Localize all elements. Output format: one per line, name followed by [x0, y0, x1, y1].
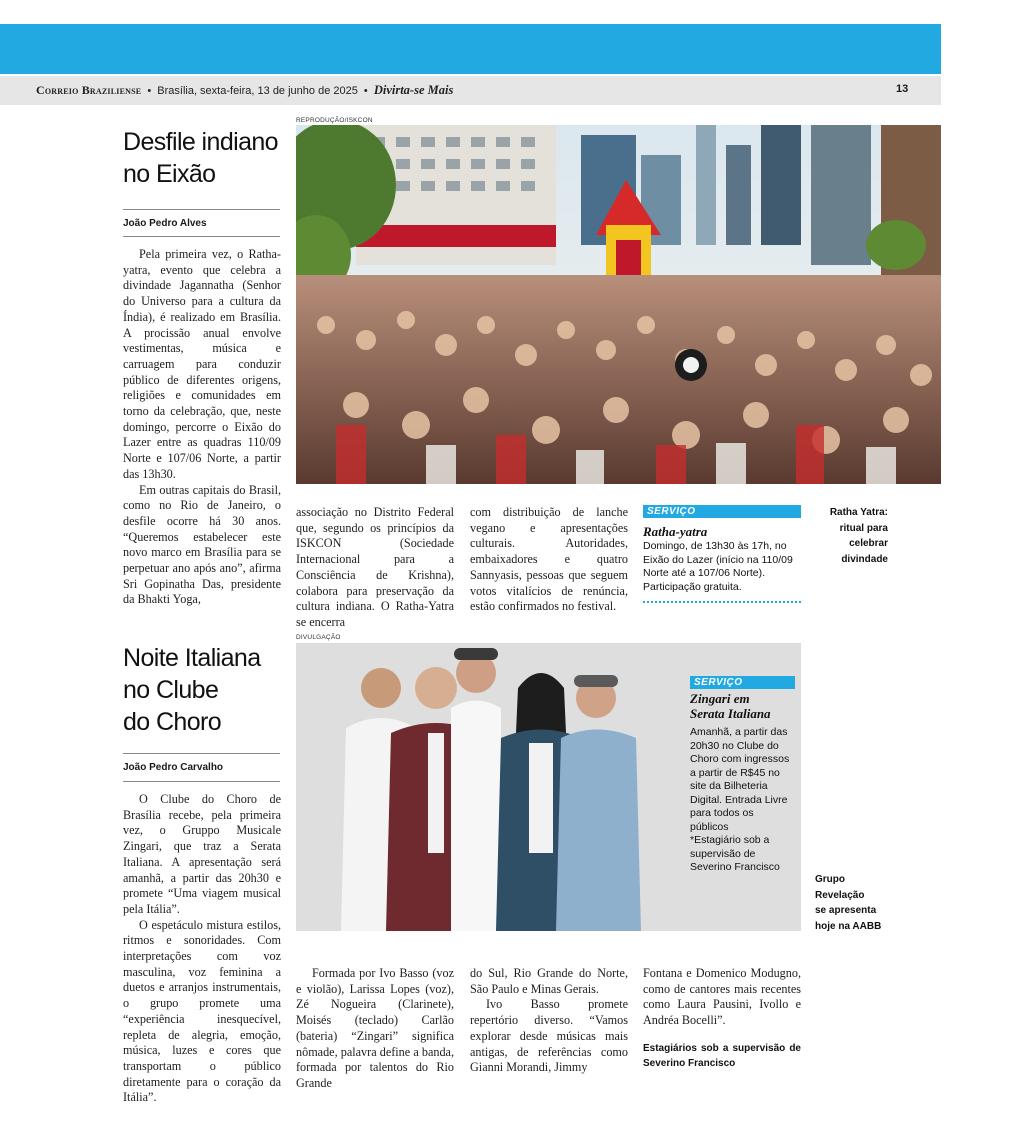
- article2-byline: João Pedro Carvalho: [123, 762, 224, 773]
- article2-headline: [123, 642, 293, 738]
- byline-rule: [123, 236, 280, 237]
- service-title: Ratha-yatra: [643, 524, 708, 539]
- paragraph: Pela primeira vez, o Ratha-yatra, evento que celebra a divindade Jagannatha (Senhor do Universo para a cultura da Índia), é realizado em Brasília. A procissão anual envolve vestimentas, música e carruagem para conduzir público de diferentes origens, religiões e comunidades em torno da celebração, que, neste domingo, percorre o Eixão do Lazer entre as quadras 110/09 Norte e 107/06 Norte, a partir das 13h30.: [123, 247, 281, 481]
- article1-headline: [123, 126, 293, 190]
- photo-caption-ratha: [816, 505, 888, 567]
- service-badge: SERVIÇO: [643, 505, 801, 518]
- service-title: [690, 691, 795, 721]
- article2-column-3: [470, 966, 628, 1076]
- caption-line: se apresenta: [815, 905, 877, 916]
- caption-line: celebrar: [849, 538, 888, 549]
- zingari-band-photo: [296, 643, 801, 931]
- service-badge: SERVIÇO: [690, 676, 795, 689]
- headline-line: do Choro: [123, 708, 222, 736]
- caption-line: hoje na AABB: [815, 920, 882, 932]
- headline-line: Noite Italiana: [123, 644, 261, 672]
- paragraph: Em outras capitais do Brasil, como no Rio de Janeiro, o desfile ocorre há 30 anos. “Queremos estabelecer este novo marco em Brasília para se perpetuar ano após ano”, afirma Sri Gopinatha Das, presidente da Bhakti Yoga,: [123, 482, 281, 607]
- caption-line: Revelação: [815, 889, 865, 901]
- article2-column-1: [123, 792, 281, 1106]
- caption-line: Ratha Yatra:: [829, 507, 888, 518]
- newspaper-name: Correio Braziliense: [36, 83, 142, 97]
- header-bullet-2: •: [363, 85, 368, 97]
- service-box-ratha-yatra: [643, 505, 801, 603]
- paragraph: Formada por Ivo Basso (voz e violão), Larissa Lopes (voz), Zé Nogueira (Clarinete), Moisés (teclado) Carlão (bateria) “Zingari” significa nômade, palavra define a banda, formada por talentos do Rio Grande: [296, 966, 454, 1090]
- service-note: *Estagiário sob a supervisão de Severino Francisco: [690, 834, 780, 873]
- service-text: Domingo, de 13h30 às 17h, no Eixão do Lazer (início na 110/09 Norte até a 107/06 Norte). Participação gratuita.: [643, 540, 793, 593]
- headline-rule: [123, 209, 280, 210]
- headline-line: no Eixão: [123, 160, 216, 188]
- section-name: Divirta-se Mais: [373, 83, 454, 97]
- header-bullet: •: [147, 85, 152, 97]
- headline-rule: [123, 753, 280, 754]
- paragraph: Ivo Basso promete repertório diverso. “Vamos explorar desde músicas mais antigas, de referências como Gianni Morandi, Jimmy: [470, 997, 628, 1075]
- article2-column-2: [296, 966, 454, 1092]
- dateline: Brasília, sexta-feira, 13 de junho de 2025: [157, 85, 358, 97]
- service-title-line: Serata Italiana: [690, 706, 771, 721]
- headline-line: no Clube: [123, 676, 219, 704]
- page-header: [36, 83, 453, 98]
- caption-line: divindade: [841, 553, 888, 565]
- paragraph: associação no Distrito Federal que, segundo os princípios da ISKCON (Sociedade Internacional para a Consciência de Krishna), colabora para preservação da cultura indiana. O Ratha-Yatra se encerra: [296, 505, 454, 629]
- article1-byline: João Pedro Alves: [123, 218, 207, 229]
- paragraph: Fontana e Domenico Modugno, como de cantores mais recentes como Laura Pausini, Ivollo e Andréa Bocelli”.: [643, 966, 801, 1028]
- paragraph: O espetáculo mistura estilos, ritmos e sonoridades. Com interpretações com voz masculina, voz feminina a duetos e arranjos instrumentais, o grupo promete uma “experiência inesquecível, repleta de alegria, emoção, música, luzes e cores que transportam o público diretamente para o coração da Itália”.: [123, 917, 281, 1105]
- paragraph: do Sul, Rio Grande do Norte, São Paulo e Minas Gerais.: [470, 966, 628, 996]
- service-title-line: Zingari em: [690, 691, 750, 706]
- intern-note: Estagiários sob a supervisão de Severino Francisco: [643, 1042, 801, 1069]
- headline-line: Desfile indiano: [123, 128, 278, 156]
- article1-column-1: [123, 247, 281, 608]
- dotted-rule: [643, 601, 801, 603]
- photo-credit: REPRODUÇÃO/ISKCON: [296, 117, 373, 124]
- top-color-bar: [0, 24, 941, 74]
- photo-caption-zingari: [815, 872, 895, 934]
- article1-column-3: [470, 505, 628, 615]
- ratha-yatra-photo: [296, 125, 941, 484]
- byline-rule: [123, 781, 280, 782]
- caption-line: Grupo: [815, 874, 845, 885]
- article2-column-4: [643, 966, 801, 1071]
- article1-column-2: [296, 505, 454, 631]
- paragraph: O Clube do Choro de Brasília recebe, pela primeira vez, o Gruppo Musicale Zingari, que traz a Serata Italiana. A apresentação será amanhã, a partir das 20h30 e promete “Uma viagem musical pela Itália”.: [123, 792, 281, 916]
- paragraph: com distribuição de lanche vegano e apresentações culturais. Autoridades, embaixadores e quatro Sannyasis, pessoas que seguem votos vitalícios de renúncia, estão confirmados no festival.: [470, 505, 628, 614]
- service-text: Amanhã, a partir das 20h30 no Clube do Choro com ingressos a partir de R$45 no site da Bilheteria Digital. Entrada Livre para todos os públicos: [690, 726, 790, 833]
- caption-line: ritual para: [839, 522, 888, 534]
- page-number: 13: [896, 83, 909, 95]
- service-box-zingari: [690, 676, 795, 875]
- photo-credit: DIVULGAÇÃO: [296, 634, 341, 641]
